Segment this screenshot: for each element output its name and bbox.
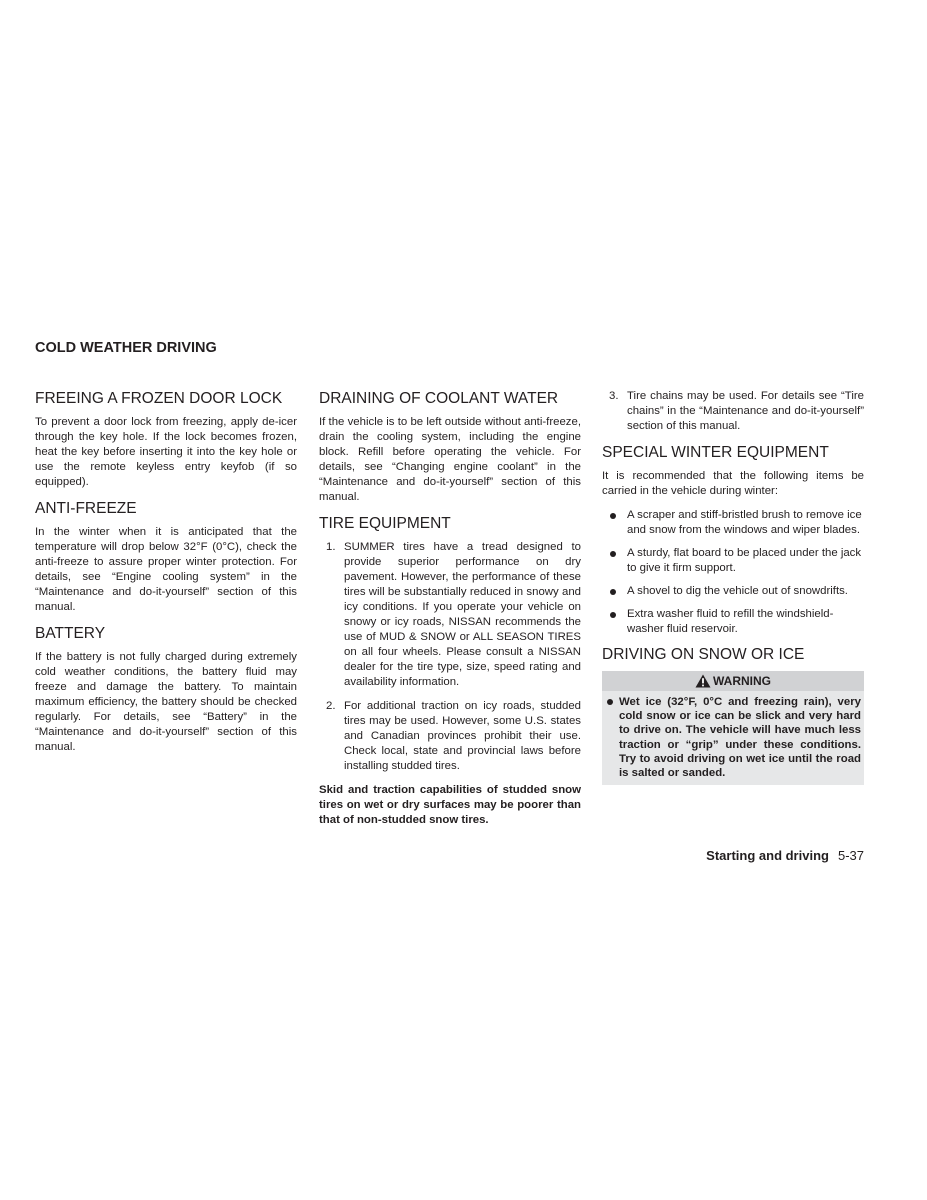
column-3 bbox=[602, 389, 864, 793]
bullet-icon bbox=[610, 589, 616, 595]
special-heading: SPECIAL WINTER EQUIPMENT bbox=[602, 444, 829, 461]
draining-text: If the vehicle is to be left outside without anti-freeze, drain the cooling system, including the engine block. Refill before operating the vehicle. For details, see “Changing engine coolant” in the “Maintenance and do-it-yourself” section of this manual. bbox=[319, 416, 581, 503]
battery-text: If the battery is not fully charged during extremely cold weather conditions, the battery fluid may freeze and damage the battery. To maintain maximum efficiency, the battery should be checked regularly. For details, see “Battery” in the “Maintenance and do-it-yourself” section of this manual. bbox=[35, 651, 297, 753]
antifreeze-text: In the winter when it is anticipated that the temperature will drop below 32°F (0°C), check the anti-freeze to assure proper winter protection. For details, see “Engine cooling system” in the “Maintenance and do-it-yourself” section of this manual. bbox=[35, 526, 297, 613]
list-item bbox=[602, 546, 864, 576]
draining-heading: DRAINING OF COOLANT WATER bbox=[319, 390, 559, 407]
bullet-icon bbox=[610, 513, 616, 519]
list-item-text: Tire chains may be used. For details see “Tire chains” in the “Maintenance and do-it-yourself” section of this manual. bbox=[627, 390, 864, 432]
freeing-heading: FREEING A FROZEN DOOR LOCK bbox=[35, 390, 283, 407]
list-item bbox=[602, 607, 864, 637]
warning-header bbox=[602, 671, 864, 691]
column-2 bbox=[319, 389, 581, 837]
bullet-icon bbox=[610, 551, 616, 557]
bullet-icon bbox=[610, 612, 616, 618]
warning-item bbox=[602, 695, 861, 780]
list-item bbox=[602, 584, 864, 599]
column-1 bbox=[35, 389, 297, 764]
list-item bbox=[602, 389, 864, 434]
list-item bbox=[602, 508, 864, 538]
special-list bbox=[602, 508, 864, 637]
tire-heading: TIRE EQUIPMENT bbox=[319, 515, 451, 532]
warning-text: Wet ice (32°F, 0°C and freezing rain), very cold snow or ice can be slick and very hard to drive on. The vehicle will have much less traction or “grip” under these conditions. Try to avoid driving on wet ice until the road is salted or sanded. bbox=[619, 696, 861, 780]
special-text: It is recommended that the following items be carried in the vehicle during winter: bbox=[602, 470, 864, 497]
list-item-text: A shovel to dig the vehicle out of snowdrifts. bbox=[627, 585, 848, 597]
list-item-text: A sturdy, flat board to be placed under the jack to give it firm support. bbox=[627, 547, 862, 574]
list-item-text: SUMMER tires have a tread designed to provide superior performance on dry pavement. However, the performance of these tires will be substantially reduced in snowy and icy conditions. If you operate your vehicle on snowy or icy roads, NISSAN recommends the use of MUD & SNOW or ALL SEASON TIRES on all four wheels. Please consult a NISSAN dealer for the tire type, size, speed rating and availability information. bbox=[344, 541, 581, 688]
list-number: 3. bbox=[609, 390, 619, 402]
footer-section: Starting and driving bbox=[706, 848, 829, 863]
list-item-text: A scraper and stiff-bristled brush to remove ice and snow from the windows and wiper blades. bbox=[627, 509, 862, 536]
list-item bbox=[319, 540, 581, 690]
list-number: 1. bbox=[326, 541, 336, 553]
antifreeze-heading: ANTI-FREEZE bbox=[35, 500, 137, 517]
tire-list-continued bbox=[602, 389, 864, 434]
list-item-text: For additional traction on icy roads, studded tires may be used. However, some U.S. states and Canadian provinces prohibit their use. Check local, state and provincial laws before installing studded tires. bbox=[344, 700, 581, 772]
driving-heading: DRIVING ON SNOW OR ICE bbox=[602, 646, 805, 663]
list-item-text: Extra washer fluid to refill the windshield-washer fluid reservoir. bbox=[627, 608, 834, 635]
bullet-icon bbox=[607, 699, 613, 705]
section-title: COLD WEATHER DRIVING bbox=[35, 340, 217, 356]
list-item bbox=[319, 699, 581, 774]
list-number: 2. bbox=[326, 700, 336, 712]
skid-text: Skid and traction capabilities of studded snow tires on wet or dry surfaces may be poorer than that of non-studded snow tires. bbox=[319, 784, 581, 826]
warning-box bbox=[602, 671, 864, 785]
page-number: 5-37 bbox=[837, 848, 864, 863]
tire-list bbox=[319, 540, 581, 774]
warning-triangle-icon bbox=[695, 674, 711, 688]
battery-heading: BATTERY bbox=[35, 625, 106, 642]
page-footer bbox=[706, 848, 864, 863]
warning-body bbox=[602, 691, 864, 785]
freeing-text: To prevent a door lock from freezing, apply de-icer through the key hole. If the lock becomes frozen, heat the key before inserting it into the key hole or use the remote keyless entry keyfob (if so equipped). bbox=[35, 416, 297, 488]
warning-label: WARNING bbox=[713, 674, 771, 688]
